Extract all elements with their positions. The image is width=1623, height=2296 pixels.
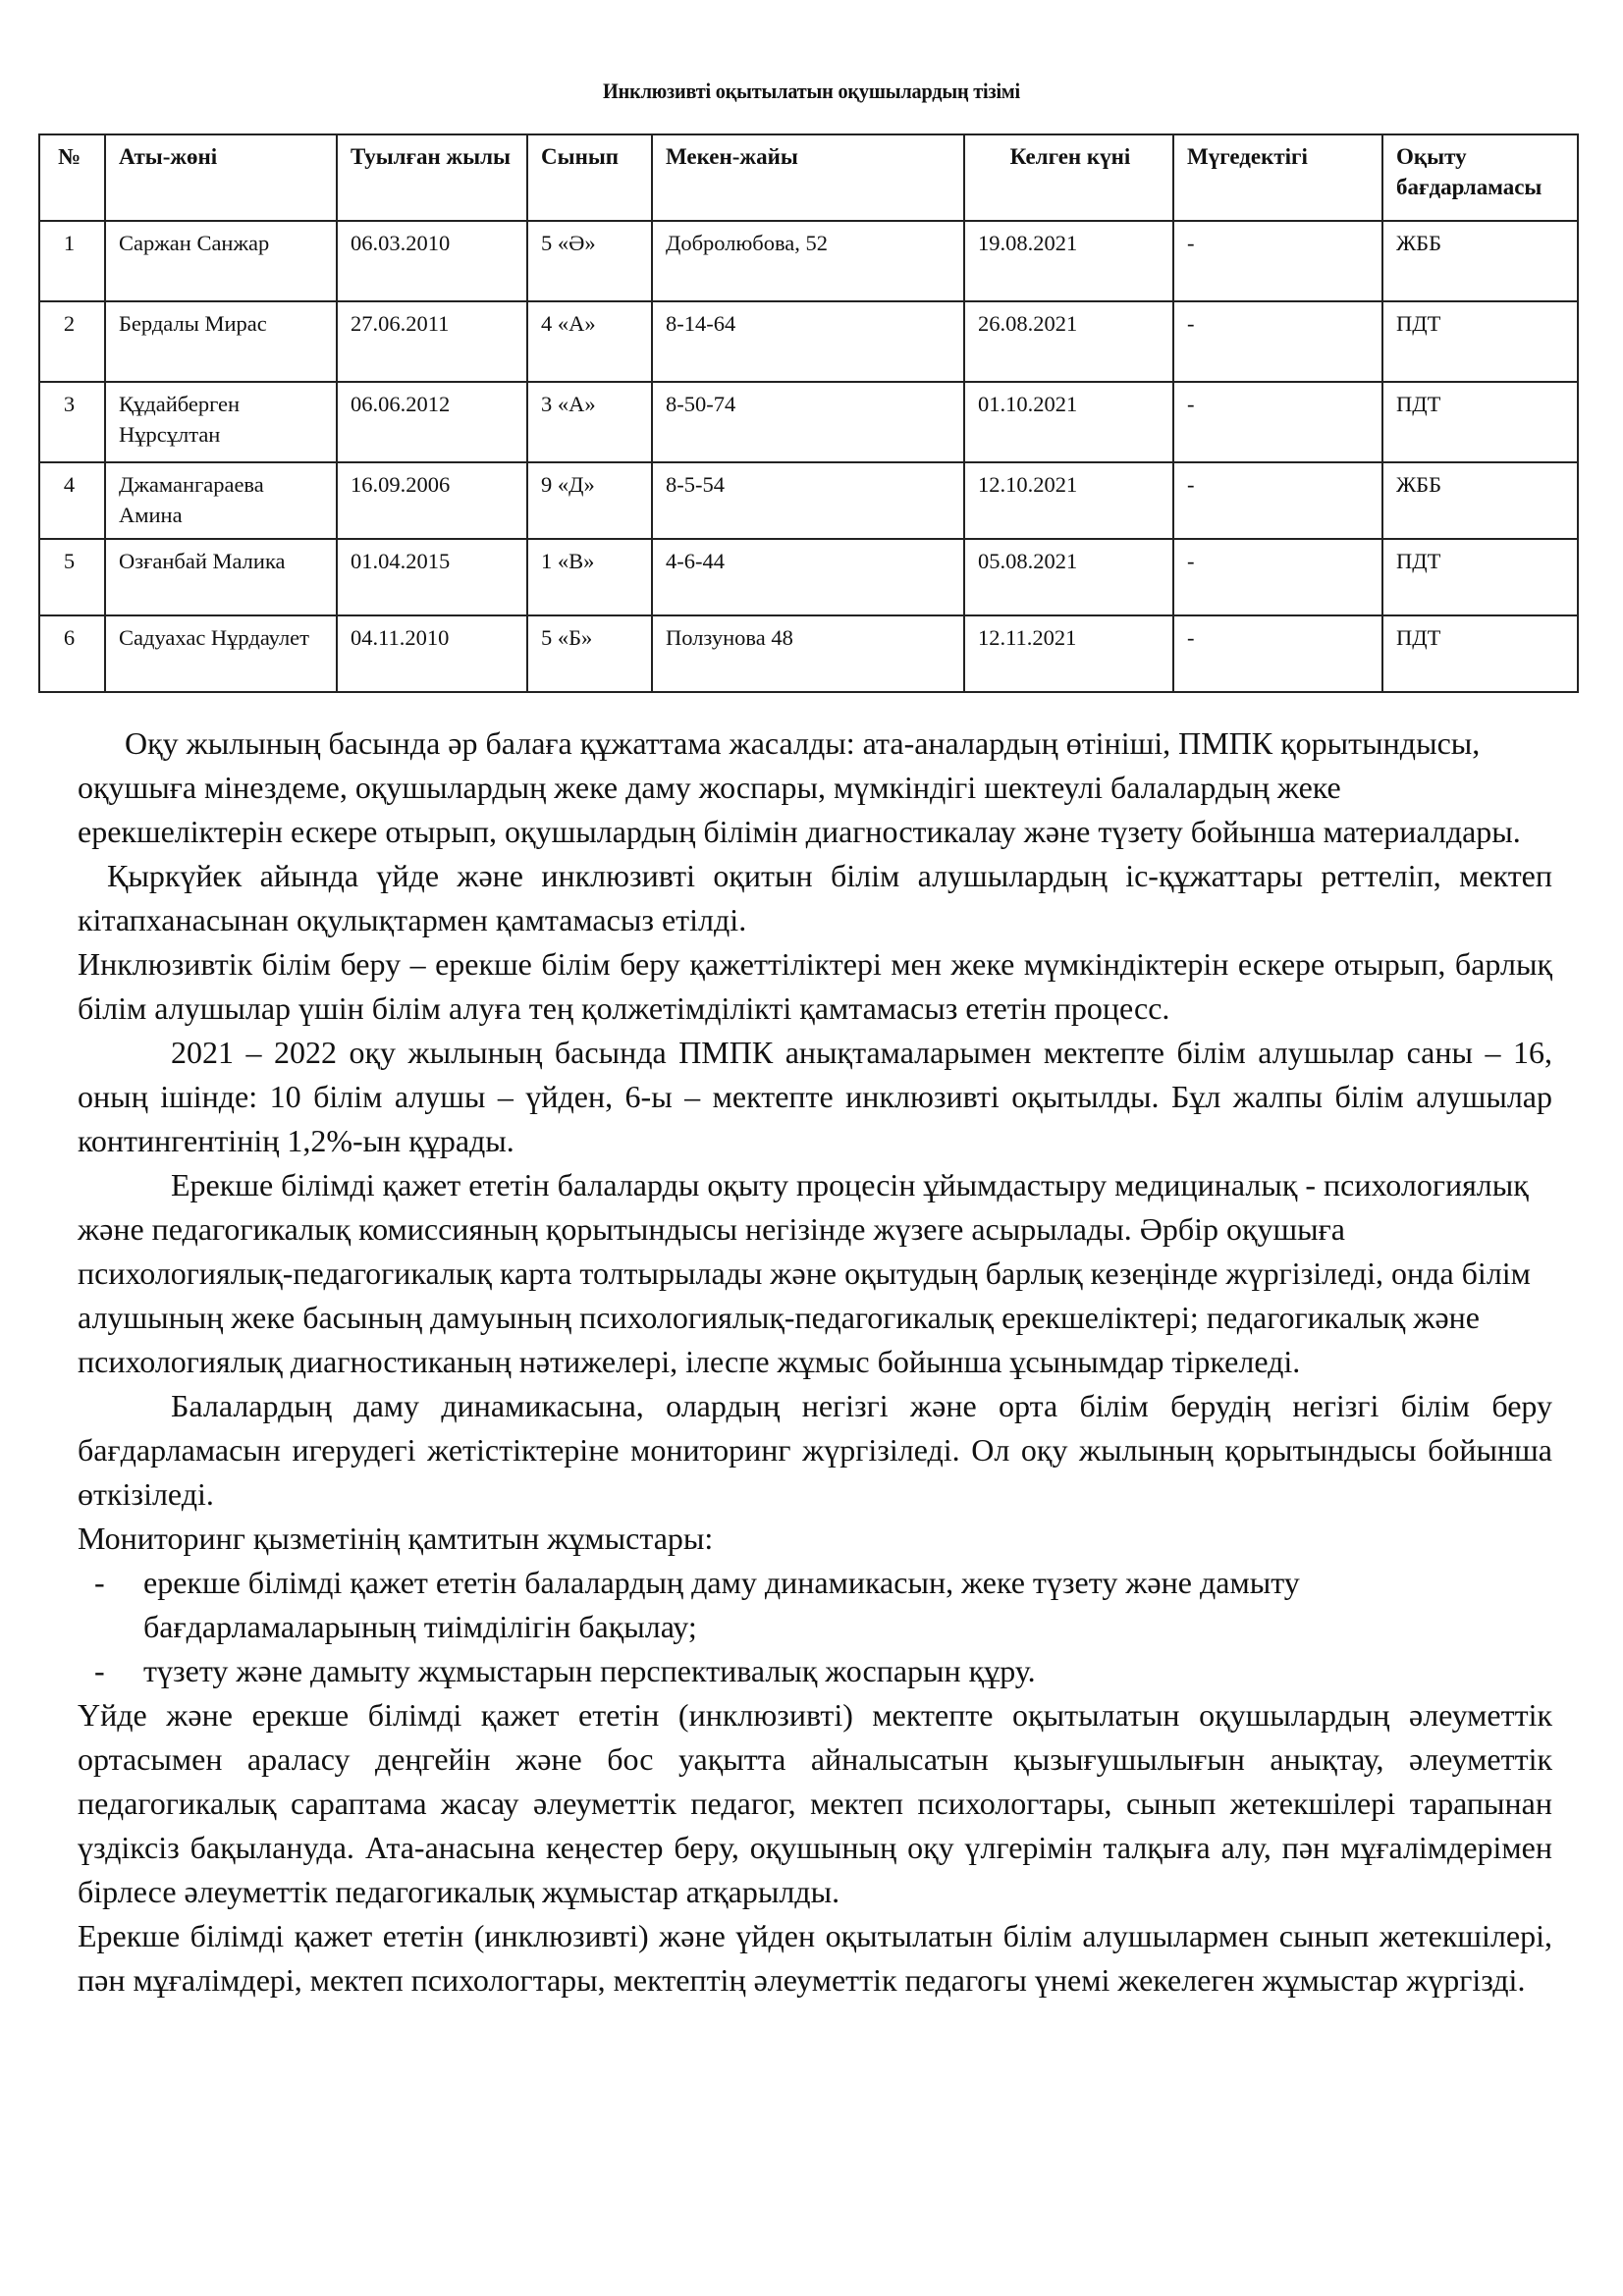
cell-disability: -	[1173, 615, 1382, 692]
table-header-row	[39, 134, 1578, 221]
cell-birth: 01.04.2015	[337, 539, 527, 615]
bullet-text: түзету және дамыту жұмыстарын перспективалық жоспарын құру.	[143, 1653, 1036, 1688]
cell-address: 8-5-54	[652, 462, 964, 539]
cell-address: Добролюбова, 52	[652, 221, 964, 301]
cell-program: ПДТ	[1382, 301, 1578, 382]
cell-class: 4 «А»	[527, 301, 652, 382]
paragraph-september: Қыркүйек айында үйде және инклюзивті оқитын білім алушылардың іс-құжаттары реттеліп, мектеп кітапханасынан оқулықтармен қамтамасыз етілді.	[78, 858, 1552, 937]
table-row	[39, 382, 1578, 462]
cell-name: Садуахас Нұрдаулет	[105, 615, 337, 692]
paragraph-inclusive-definition: Инклюзивтік білім беру – ерекше білім беру қажеттіліктері мен жеке мүмкіндіктерін ескере отырып, барлық білім алушылар үшін білім алуға тең қолжетімділікті қамтамасыз ететін процесс.	[78, 946, 1552, 1026]
bullet-text: ерекше білімді қажет ететін балалардың даму динамикасын, жеке түзету және дамыту бағдарламаларының тиімділігін бақылау;	[143, 1565, 1300, 1644]
document-title: Инклюзивті оқытылатын оқушылардың тізімі	[603, 79, 1020, 103]
cell-arrival: 12.11.2021	[964, 615, 1173, 692]
table-row	[39, 221, 1578, 301]
cell-birth: 16.09.2006	[337, 462, 527, 539]
header-program: Оқыту бағдарламасы	[1382, 134, 1578, 221]
cell-name: Джамангараева Амина	[105, 462, 337, 539]
cell-name: Озғанбай Малика	[105, 539, 337, 615]
cell-disability: -	[1173, 539, 1382, 615]
paragraph-monitoring: Балалардың даму динамикасына, олардың негізгі және орта білім берудің негізгі білім беру бағдарламасын игерудегі жетістіктеріне мониторинг жүргізіледі. Ол оқу жылының қорытындысы бойынша өткізіледі.	[78, 1388, 1552, 1512]
cell-address: 8-50-74	[652, 382, 964, 462]
paragraph-individual-work: Ерекше білімді қажет ететін (инклюзивті) және үйден оқытылатын білім алушылармен сынып жетекшілері, пән мұғалімдері, мектеп психологтары, мектептің әлеуметтік педагогы үнемі жекелеген жұмыстар жүргізді.	[78, 1918, 1552, 1998]
table-row	[39, 539, 1578, 615]
students-table	[38, 133, 1579, 693]
cell-program: ПДТ	[1382, 615, 1578, 692]
cell-birth: 04.11.2010	[337, 615, 527, 692]
bullet-item	[78, 1561, 1552, 1649]
header-arrival-date: Келген күні	[964, 134, 1173, 221]
cell-number: 2	[39, 301, 105, 382]
cell-class: 1 «В»	[527, 539, 652, 615]
header-address: Мекен-жайы	[652, 134, 964, 221]
cell-arrival: 01.10.2021	[964, 382, 1173, 462]
header-class: Сынып	[527, 134, 652, 221]
cell-program: ЖББ	[1382, 221, 1578, 301]
cell-class: 5 «Ә»	[527, 221, 652, 301]
cell-name: Бердалы Мирас	[105, 301, 337, 382]
table-row	[39, 615, 1578, 692]
cell-class: 5 «Б»	[527, 615, 652, 692]
cell-disability: -	[1173, 221, 1382, 301]
cell-class: 9 «Д»	[527, 462, 652, 539]
header-disability: Мүгедектігі	[1173, 134, 1382, 221]
cell-program: ПДТ	[1382, 539, 1578, 615]
cell-disability: -	[1173, 301, 1382, 382]
paragraph-organization: Ерекше білімді қажет ететін балаларды оқыту процесін ұйымдастыру медициналық - психологиялық және педагогикалық комиссияның қорытындысы негізінде жүзеге асырылады. Әрбір оқушыға психологиялық-педагогикалық карта толтырылады және оқытудың барлық кезеңінде жүргізіледі, онда білім алушының жеке басының дамуының психологиялық-педагогикалық ерекшеліктері; педагогикалық және психологиялық диагностиканың нәтижелері, ілеспе жұмыс бойынша ұсынымдар тіркеледі.	[78, 1167, 1531, 1379]
bullet-item	[78, 1649, 1552, 1693]
paragraph-documentation: Оқу жылының басында әр балаға құжаттама жасалды: ата-аналардың өтініші, ПМПК қорытындысы, оқушыға мінездеме, оқушылардың жеке даму жоспары, мүмкіндігі шектеулі балалардың жеке ерекшеліктерін ескере отырып, оқушылардың білімін диагностикалау және түзету бойынша материалдары.	[78, 725, 1521, 849]
cell-program: ПДТ	[1382, 382, 1578, 462]
cell-birth: 06.06.2012	[337, 382, 527, 462]
header-number: №	[39, 134, 105, 221]
cell-arrival: 26.08.2021	[964, 301, 1173, 382]
cell-name: Саржан Санжар	[105, 221, 337, 301]
cell-disability: -	[1173, 462, 1382, 539]
cell-birth: 06.03.2010	[337, 221, 527, 301]
cell-address: 4-6-44	[652, 539, 964, 615]
paragraph-statistics: 2021 – 2022 оқу жылының басында ПМПК анықтамаларымен мектепте білім алушылар саны – 16, оның ішінде: 10 білім алушы – үйден, 6-ы – мектепте инклюзивті оқытылды. Бұл жалпы білім алушылар контингентінің 1,2%-ын құрады.	[78, 1035, 1552, 1158]
cell-disability: -	[1173, 382, 1382, 462]
cell-address: 8-14-64	[652, 301, 964, 382]
cell-name: Құдайберген Нұрсұлтан	[105, 382, 337, 462]
cell-arrival: 19.08.2021	[964, 221, 1173, 301]
cell-number: 4	[39, 462, 105, 539]
cell-number: 3	[39, 382, 105, 462]
bullet-dash: -	[94, 1653, 105, 1688]
cell-program: ЖББ	[1382, 462, 1578, 539]
paragraph-social-environment: Үйде және ерекше білімді қажет ететін (инклюзивті) мектепте оқытылатын оқушылардың әлеуметтік ортасымен араласу деңгейін және бос уақытта айналысатын қызығушылығын анықтау, әлеуметтік педагогикалық сараптама жасау әлеуметтік педагог, мектеп психологтары, сынып жетекшілері тарапынан үздіксіз бақылануда. Ата-анасына кеңестер беру, оқушының оқу үлгерімін талқыға алу, пән мұғалімдерімен бірлесе әлеуметтік педагогикалық жұмыстар атқарылды.	[78, 1697, 1552, 1909]
cell-birth: 27.06.2011	[337, 301, 527, 382]
cell-number: 5	[39, 539, 105, 615]
cell-arrival: 12.10.2021	[964, 462, 1173, 539]
paragraph-monitoring-heading: Мониторинг қызметінің қамтитын жұмыстары:	[78, 1521, 714, 1556]
bullet-dash: -	[94, 1565, 105, 1600]
cell-class: 3 «А»	[527, 382, 652, 462]
table-row	[39, 462, 1578, 539]
cell-address: Ползунова 48	[652, 615, 964, 692]
cell-number: 1	[39, 221, 105, 301]
header-birth-year: Туылған жылы	[337, 134, 527, 221]
table-row	[39, 301, 1578, 382]
cell-number: 6	[39, 615, 105, 692]
cell-arrival: 05.08.2021	[964, 539, 1173, 615]
document-body	[78, 721, 1552, 2002]
header-name: Аты-жөні	[105, 134, 337, 221]
